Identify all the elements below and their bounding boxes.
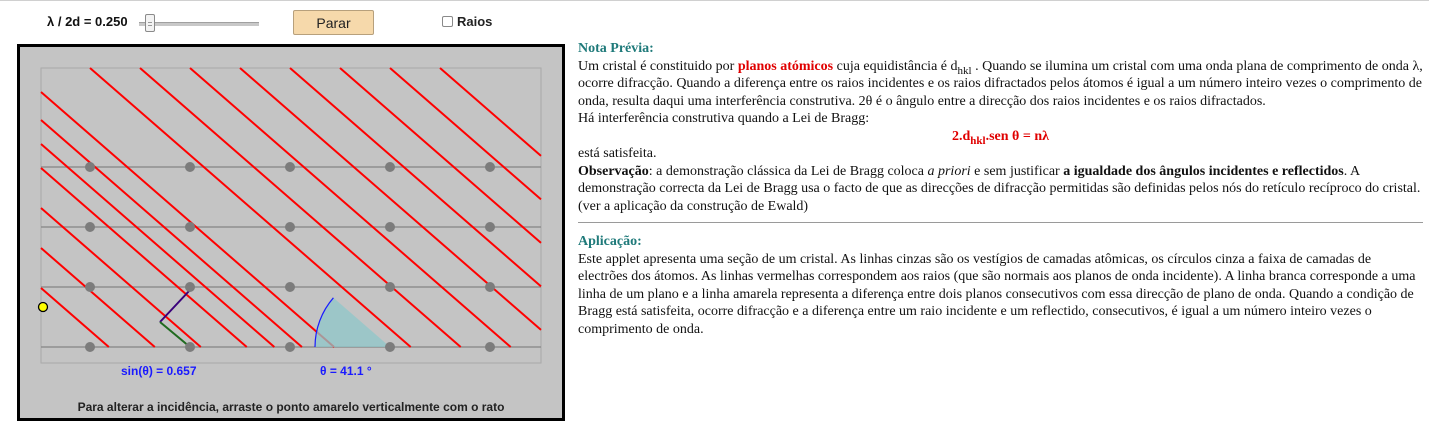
atom xyxy=(385,222,395,232)
top-border xyxy=(0,0,1429,1)
slider-thumb[interactable] xyxy=(145,14,155,32)
ray xyxy=(41,92,334,347)
ray xyxy=(90,68,411,347)
section-divider xyxy=(578,222,1423,223)
applet-hint: Para alterar a incidência, arraste o ponto amarelo verticalmente com o rato xyxy=(77,400,505,414)
atomic-planes-term: planos atómicos xyxy=(737,58,834,74)
atom xyxy=(185,222,195,232)
application-paragraph: Este applet apresenta uma seção de um cristal. As linhas cinzas são os vestígios de camadas atômicas, os círculos cinza a faixa de camadas de electrões dos átomos. As linhas vermelhas correspondem aos raios (que são normais aos planos de onda incidente). A linha branca corresponde a uma linha de um plano e a linha amarela representa a diferença entre dois planos consecutivos com essa direcção de plano de onda. Quando a condição de Bragg está satisfeita, ocorre difracção e a diferença entre um raio incidente e um reflectido, consecutivos, é igual a um número inteiro vezes o comprimento de onda. xyxy=(578,251,1416,337)
description-panel xyxy=(578,40,1423,338)
ray xyxy=(41,168,247,347)
atom xyxy=(185,162,195,172)
slider-track xyxy=(139,22,259,26)
ray xyxy=(440,68,541,156)
atom xyxy=(385,282,395,292)
atom xyxy=(485,162,495,172)
theta-wedge xyxy=(315,298,390,347)
ray xyxy=(41,120,302,347)
lambda-ratio-label: λ / 2d = 0.250 xyxy=(47,14,128,29)
atom xyxy=(285,282,295,292)
atom xyxy=(485,282,495,292)
crystal-canvas xyxy=(20,47,562,418)
atom xyxy=(285,342,295,352)
sin-theta-readout: sin(θ) = 0.657 xyxy=(121,364,197,378)
atom xyxy=(385,342,395,352)
bragg-formula: $2.d_{hkl}.sen$ θ = nλ xyxy=(952,128,1049,147)
atom xyxy=(285,162,295,172)
atom xyxy=(85,222,95,232)
rays-checkbox[interactable] xyxy=(442,16,453,27)
ray xyxy=(41,208,201,347)
wavefront-segment xyxy=(160,290,190,322)
atom xyxy=(385,162,395,172)
atom xyxy=(485,222,495,232)
incidence-handle[interactable] xyxy=(39,303,48,312)
stop-button[interactable]: Parar xyxy=(293,10,374,35)
ray xyxy=(190,68,511,347)
theta-readout: θ = 41.1 ° xyxy=(320,364,372,378)
ray xyxy=(390,68,541,199)
lambda-slider[interactable] xyxy=(139,13,259,33)
bragg-intro: Há interferência construtiva quando a Lei de Bragg: xyxy=(578,111,870,126)
observation-paragraph: Observação: a demonstração clássica da Lei de Bragg coloca a priori e sem justificar a igualdade dos ângulos incidentes e reflectidos. A demonstração correcta da Lei de Bragg usa o facto de que as direcções de difracção permitidas são definidas pelos nós do retículo recíproco do cristal. (ver a aplicação da construção de Ewald) xyxy=(578,163,1421,214)
application-heading: Aplicação: xyxy=(578,234,642,249)
atom xyxy=(485,342,495,352)
bragg-satisfied: está satisfeita. xyxy=(578,146,657,161)
atom xyxy=(85,342,95,352)
note-heading: Nota Prévia: xyxy=(578,41,654,56)
ray xyxy=(41,144,274,347)
bragg-applet xyxy=(17,44,565,421)
atom xyxy=(85,282,95,292)
rays-toggle[interactable] xyxy=(442,14,492,29)
atom xyxy=(85,162,95,172)
atom xyxy=(285,222,295,232)
ray xyxy=(140,68,461,347)
atom xyxy=(185,342,195,352)
atom xyxy=(185,282,195,292)
ray xyxy=(340,68,541,243)
ray xyxy=(290,68,541,286)
note-paragraph: Um cristal é constituido por planos atómicos cuja equidistância é $d_{hkl}$ . Quando se ilumina um cristal com uma onda plana de comprimento de onda λ, ocorre difracção. Quando a diferença entre os raios incidentes e os raios difractados pelos átomos é igual a um número inteiro vezes o comprimento de onda, resulta daqui uma interferência construtiva. 2θ é o ângulo entre a direcção dos raios incidentes e os raios difractados. xyxy=(578,58,1423,109)
rays-label: Raios xyxy=(457,14,493,29)
ray xyxy=(41,248,155,347)
